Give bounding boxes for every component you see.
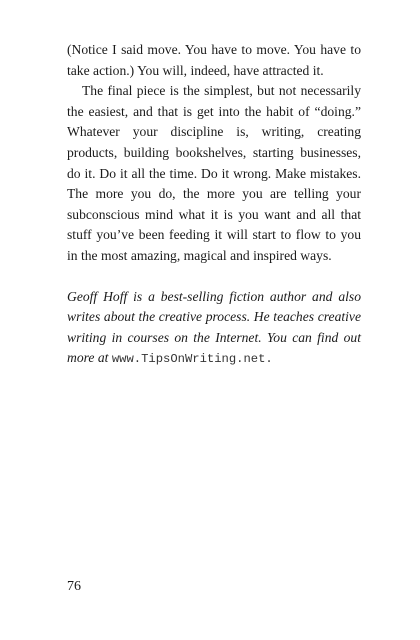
author-bio-period: . — [265, 352, 273, 367]
author-bio — [67, 287, 361, 370]
author-bio-text: Geoff Hoff is a best-selling fiction author and also writes about the creative process. He teaches creative writing in courses on the Internet. You can find out more at — [67, 288, 361, 366]
paragraph-final-piece: The final piece is the simplest, but not necessarily the easiest, and that is get into the habit of “doing.” Whatever your discipline is, writing, creating products, building bookshelves, starting businesses, do it. Do it all the time. Do it wrong. Make mistakes. The more you do, the more you are telling your subconscious mind what it is you want and all that stuff you’ve been feeding it will start to flow to you in the most amazing, magical and inspired ways. — [67, 83, 361, 263]
author-website-link[interactable]: www.TipsOnWriting.net — [111, 352, 266, 367]
page-number: 76 — [67, 579, 81, 594]
page-body — [67, 40, 361, 370]
paragraph-continuation: (Notice I said move. You have to move. You have to take action.) You will, indeed, have attracted it. — [67, 42, 361, 78]
